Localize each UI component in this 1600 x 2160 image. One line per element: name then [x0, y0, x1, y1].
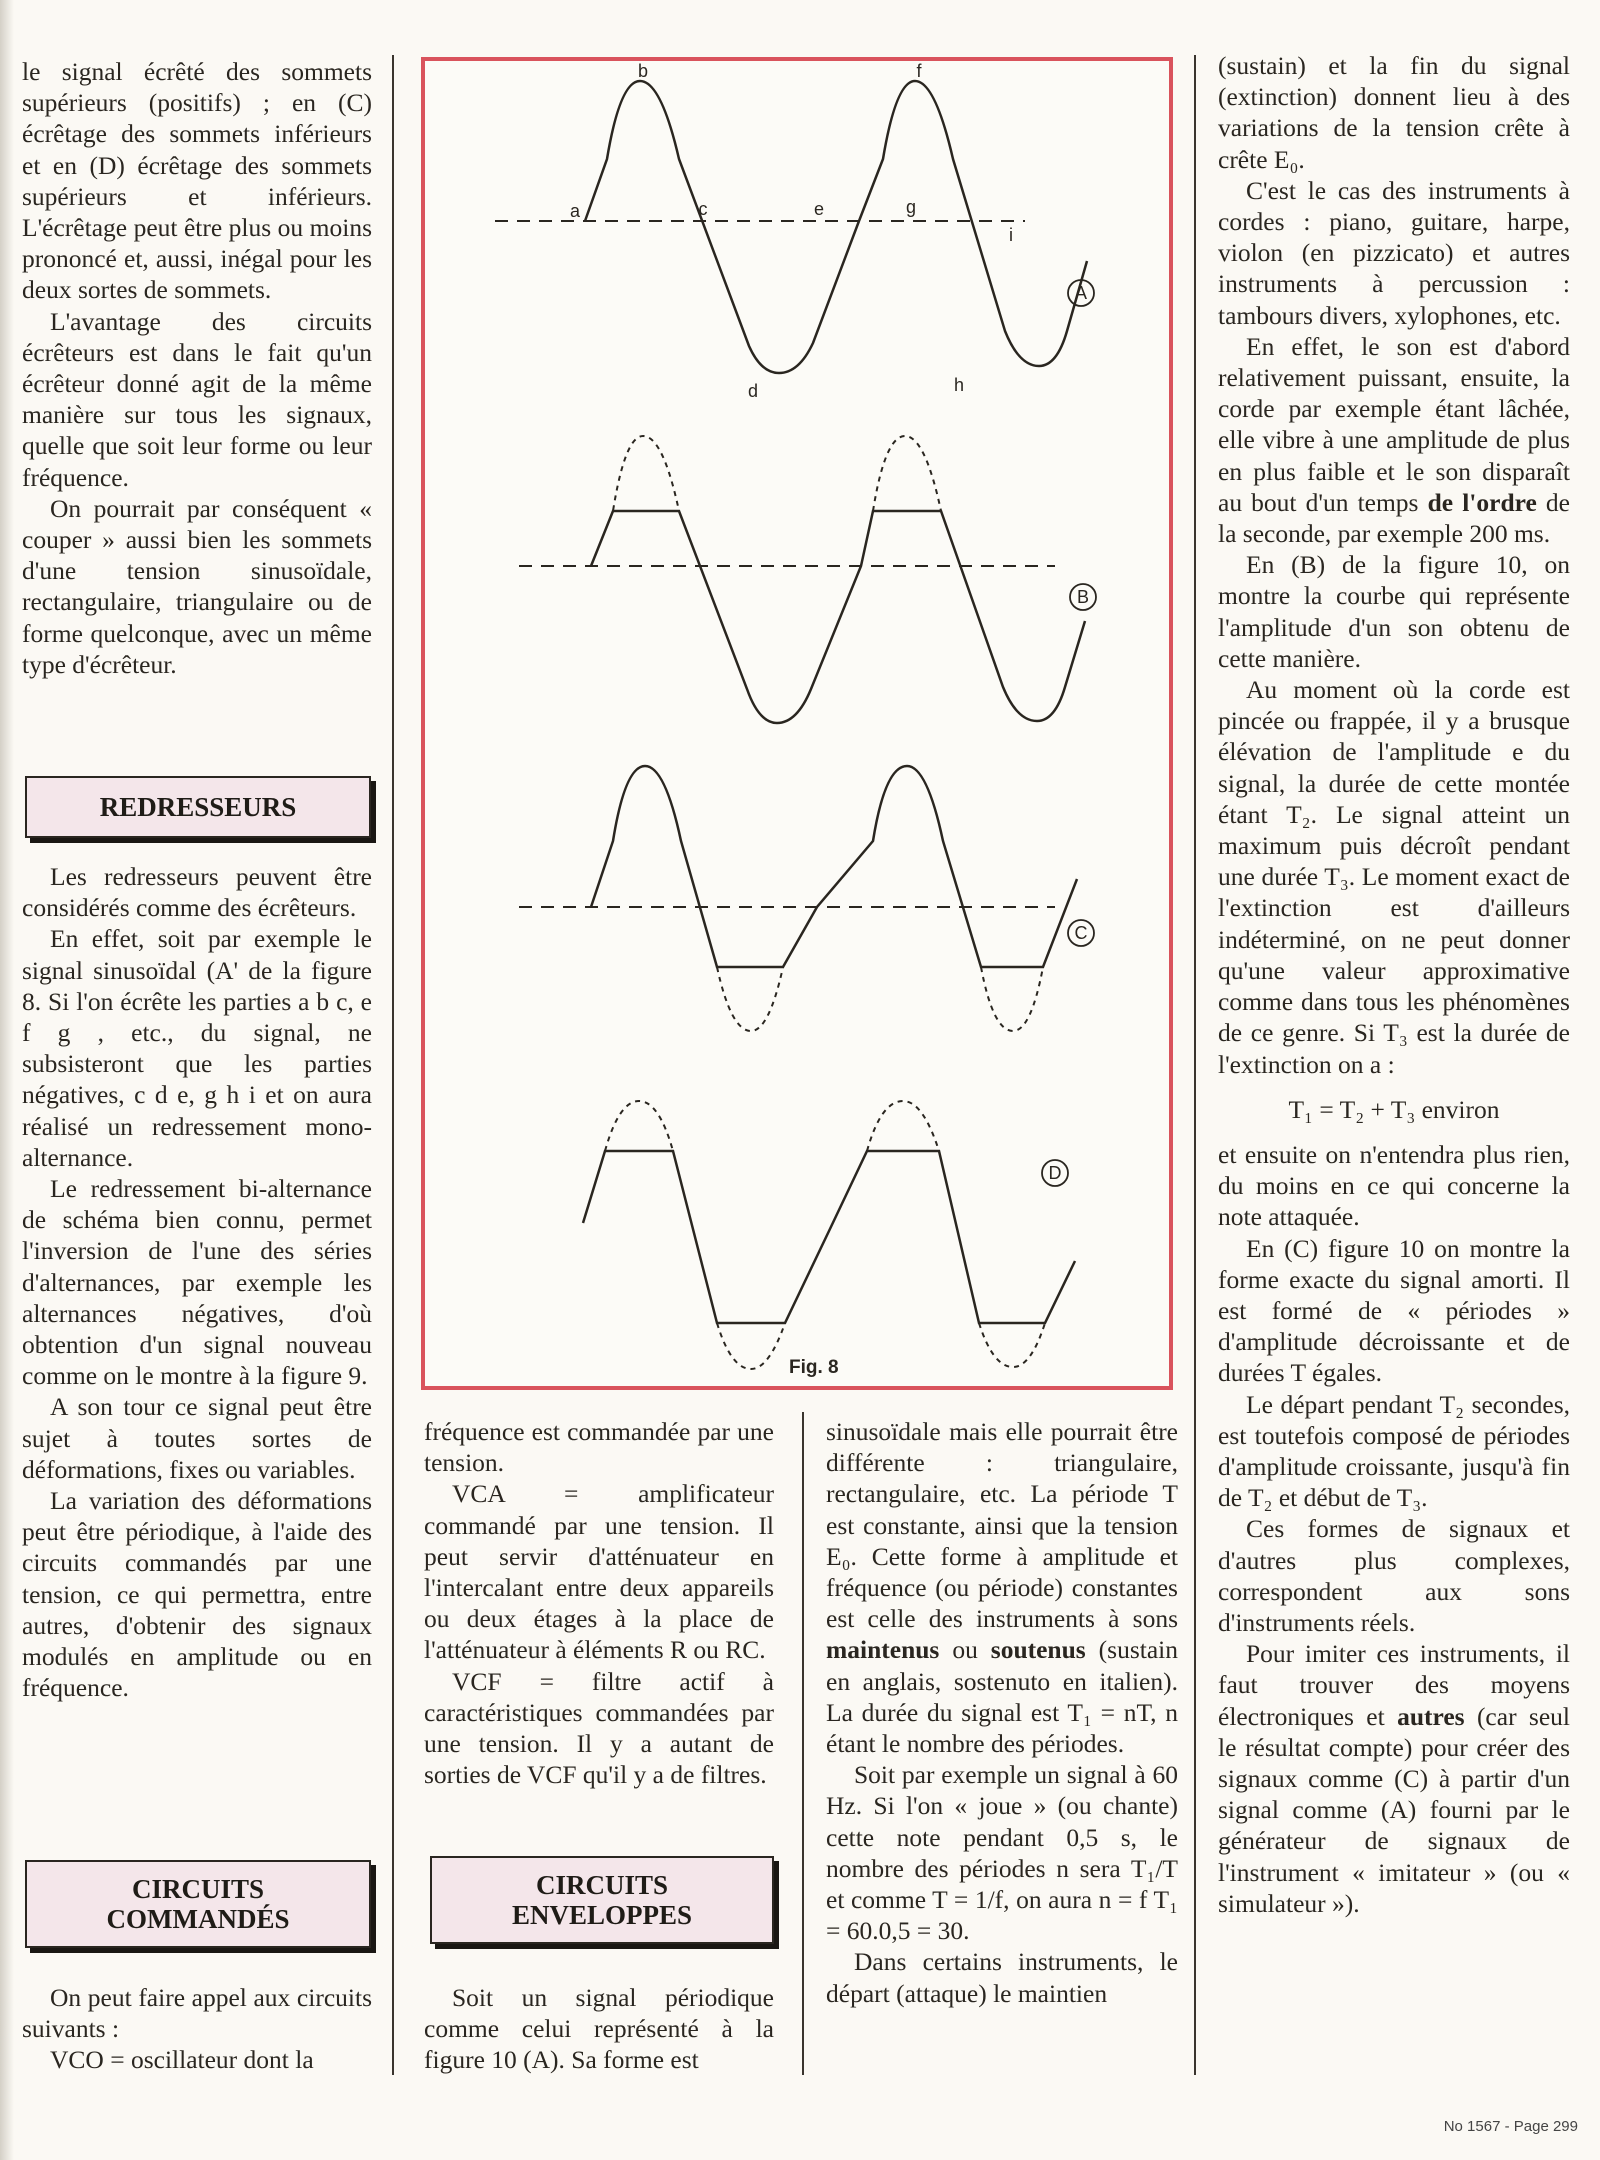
formula: T₁ = T₂ + T₃ environ: [1288, 1094, 1500, 1124]
column-2: [424, 1416, 774, 1790]
paragraph: le signal écrêté des sommets supérieurs (positifs) ; en (C) écrêtage des sommets inférieurs et en (D) écrêtage des sommets supérieurs et inférieurs. L'écrêtage peut être plus ou moins prononcé et, aussi, inégal pour les deux sortes de sommets.: [22, 57, 372, 305]
paragraph: C'est le cas des instruments à cordes : piano, guitare, harpe, violon (en pizzicato) et autres instruments à percussion : tambours divers, xylophones, etc.: [1218, 175, 1570, 330]
point-label-d: d: [747, 381, 759, 401]
heading-circuits-commandes: [25, 1860, 371, 1948]
paragraph: Les redresseurs peuvent être considérés comme des écrêteurs.: [22, 862, 372, 923]
paragraph: L'avantage des circuits écrêteurs est dans le fait qu'un écrêteur donné agit de la même manière sur tous les signaux, quelle que soit leur forme ou leur fréquence.: [22, 306, 372, 492]
column-4: [1218, 50, 1570, 1919]
column-3: [826, 1416, 1178, 2009]
figure-8-diagram: [425, 61, 1169, 1386]
page-footer: No 1567 - Page 299: [1443, 2118, 1578, 2135]
point-label-i: i: [1009, 225, 1013, 245]
page-gutter-shadow: [0, 0, 14, 2160]
paragraph: VCO = oscillateur dont la: [50, 2045, 314, 2075]
waveform-a: [495, 81, 1087, 373]
paragraph: fréquence est commandée par une tension.: [424, 1417, 774, 1478]
waveform-d: [583, 1101, 1075, 1369]
point-label-a: a: [569, 201, 581, 221]
column-2-section-enveloppes: [424, 1982, 774, 2076]
column-rule: [392, 55, 394, 2075]
panel-label-a: A: [1074, 283, 1088, 303]
panel-label-c: C: [1074, 923, 1088, 943]
heading-text-line-1: CIRCUITS: [535, 1870, 669, 1900]
paragraph: Au moment où la corde est pincée ou frappée, il y a brusque élévation de l'amplitude e du signal, la durée de cette montée étant T₂. Le signal atteint un maximum puis décroît pendant une durée T₃. Le moment exact de l'extinction est d'ailleurs indéterminé, on ne peut donner qu'une valeur approximative comme dans tous les phénomènes de ce genre. Si T₃ est la durée de l'extinction on a :: [1218, 675, 1570, 1079]
column-1-section-redresseurs: [22, 861, 372, 1703]
point-label-c: c: [698, 199, 708, 219]
column-rule: [802, 1412, 804, 2075]
figure-caption: Fig. 8: [789, 1357, 839, 1378]
paragraph: Soit par exemple un signal à 60 Hz. Si l'on « joue » (ou chante) cette note pendant 0,5 s, le nombre des périodes n sera T₁/T et comme T = 1/f, on aura n = f T₁ = 60.0,5 = 30.: [826, 1760, 1178, 1946]
paragraph: et ensuite on n'entendra plus rien, du moins en ce qui concerne la note attaquée.: [1218, 1139, 1570, 1232]
paragraph: sinusoïdale mais elle pourrait être différente : triangulaire, rectangulaire, etc. La période T est constante, ainsi que la tension E₀. Cette forme à amplitude et fréquence (ou période) constantes est celle des instruments à sons maintenus ou soutenus (sustain en anglais, sostenuto en italien). La durée du signal est T₁ = nT, n étant le nombre des périodes.: [826, 1417, 1178, 1759]
paragraph: A son tour ce signal peut être sujet à toutes sortes de déformations, fixes ou variables.: [22, 1392, 372, 1484]
paragraph: En (C) figure 10 on montre la forme exacte du signal amorti. Il est formé de « périodes » d'amplitude décroissante et de durées T égales.: [1218, 1233, 1570, 1388]
heading-circuits-enveloppes: [430, 1856, 774, 1944]
waveform-b: [519, 436, 1085, 723]
paragraph: Le redressement bi-alternance de schéma bien connu, permet l'inversion de l'une des séries d'alternances, par exemple les alternances négatives, d'où obtention d'un signal nouveau comme on le montre à la figure 9.: [22, 1174, 372, 1391]
figure-8-frame: [421, 57, 1173, 1390]
paragraph: Pour imiter ces instruments, il faut trouver des moyens électroniques et autres (car seul le résultat compte) pour créer des signaux comme (C) à partir d'un signal comme (A) fourni par le générateur de signaux de l'instrument « imitateur » (ou « simulateur »).: [1218, 1639, 1570, 1918]
heading-text: REDRESSEURS: [99, 792, 297, 822]
paragraph: Ces formes de signaux et d'autres plus complexes, correspondent aux sons d'instruments réels.: [1218, 1514, 1570, 1637]
paragraph: En effet, soit par exemple le signal sinusoïdal (A' de la figure 8. Si l'on écrête les parties a b c, e f g , etc., du signal, ne subsisteront que les parties négatives, c d e, g h i et on aura réalisé un redressement mono-alternance.: [22, 924, 372, 1172]
paragraph: En (B) de la figure 10, on montre la courbe qui représente l'amplitude d'un son obtenu de cette manière.: [1218, 550, 1570, 673]
heading-text-line-1: CIRCUITS: [131, 1874, 265, 1904]
point-label-b: b: [637, 61, 649, 81]
heading-text-line-2: COMMANDÉS: [106, 1904, 290, 1934]
point-label-h: h: [953, 375, 965, 395]
panel-label-b: B: [1076, 587, 1090, 607]
paragraph: (sustain) et la fin du signal (extinction) donnent lieu à des variations de la tension crête à crête E₀.: [1218, 51, 1570, 174]
paragraph: On pourrait par conséquent « couper » aussi bien les sommets d'une tension sinusoïdale, rectangulaire, triangulaire ou de forme quelconque, avec un même type d'écrêteur.: [22, 493, 372, 679]
paragraph: VCF = filtre actif à caractéristiques commandées par une tension. Il y a autant de sorties de VCF qu'il y a de filtres.: [424, 1666, 774, 1790]
paragraph: En effet, le son est d'abord relativement puissant, ensuite, la corde par exemple étant lâchée, elle vibre à une amplitude de plus en plus faible et le son disparaît au bout d'un temps de l'ordre de la seconde, par exemple 200 ms.: [1218, 331, 1570, 549]
heading-redresseurs: [25, 776, 371, 838]
column-1-section-commandes: [22, 1982, 372, 2076]
point-label-f: f: [916, 61, 922, 81]
paragraph: On peut faire appel aux circuits suivants :: [22, 1983, 372, 2044]
paragraph: Soit un signal périodique comme celui représenté à la figure 10 (A). Sa forme est: [424, 1983, 774, 2075]
paragraph: Le départ pendant T₂ secondes, est toutefois composé de périodes d'amplitude croissante, jusqu'à fin de T₂ et début de T₃.: [1218, 1389, 1570, 1513]
waveform-c: [519, 766, 1077, 1031]
paragraph: Dans certains instruments, le départ (attaque) le maintien: [826, 1947, 1178, 2008]
column-rule: [1194, 55, 1196, 2075]
panel-label-d: D: [1048, 1163, 1062, 1183]
point-label-g: g: [905, 197, 917, 217]
column-1: [22, 56, 372, 680]
heading-text-line-2: ENVELOPPES: [511, 1900, 693, 1930]
point-label-e: e: [813, 199, 825, 219]
paragraph: VCA = amplificateur commandé par une tension. Il peut servir d'atténuateur en l'intercalant entre deux appareils ou deux étages à la place de l'atténuateur à éléments R ou RC.: [424, 1479, 774, 1665]
paragraph: La variation des déformations peut être périodique, à l'aide des circuits commandés par une tension, ce qui permettra, entre autres, d'obtenir des signaux modulés en amplitude ou en fréquence.: [22, 1486, 372, 1703]
